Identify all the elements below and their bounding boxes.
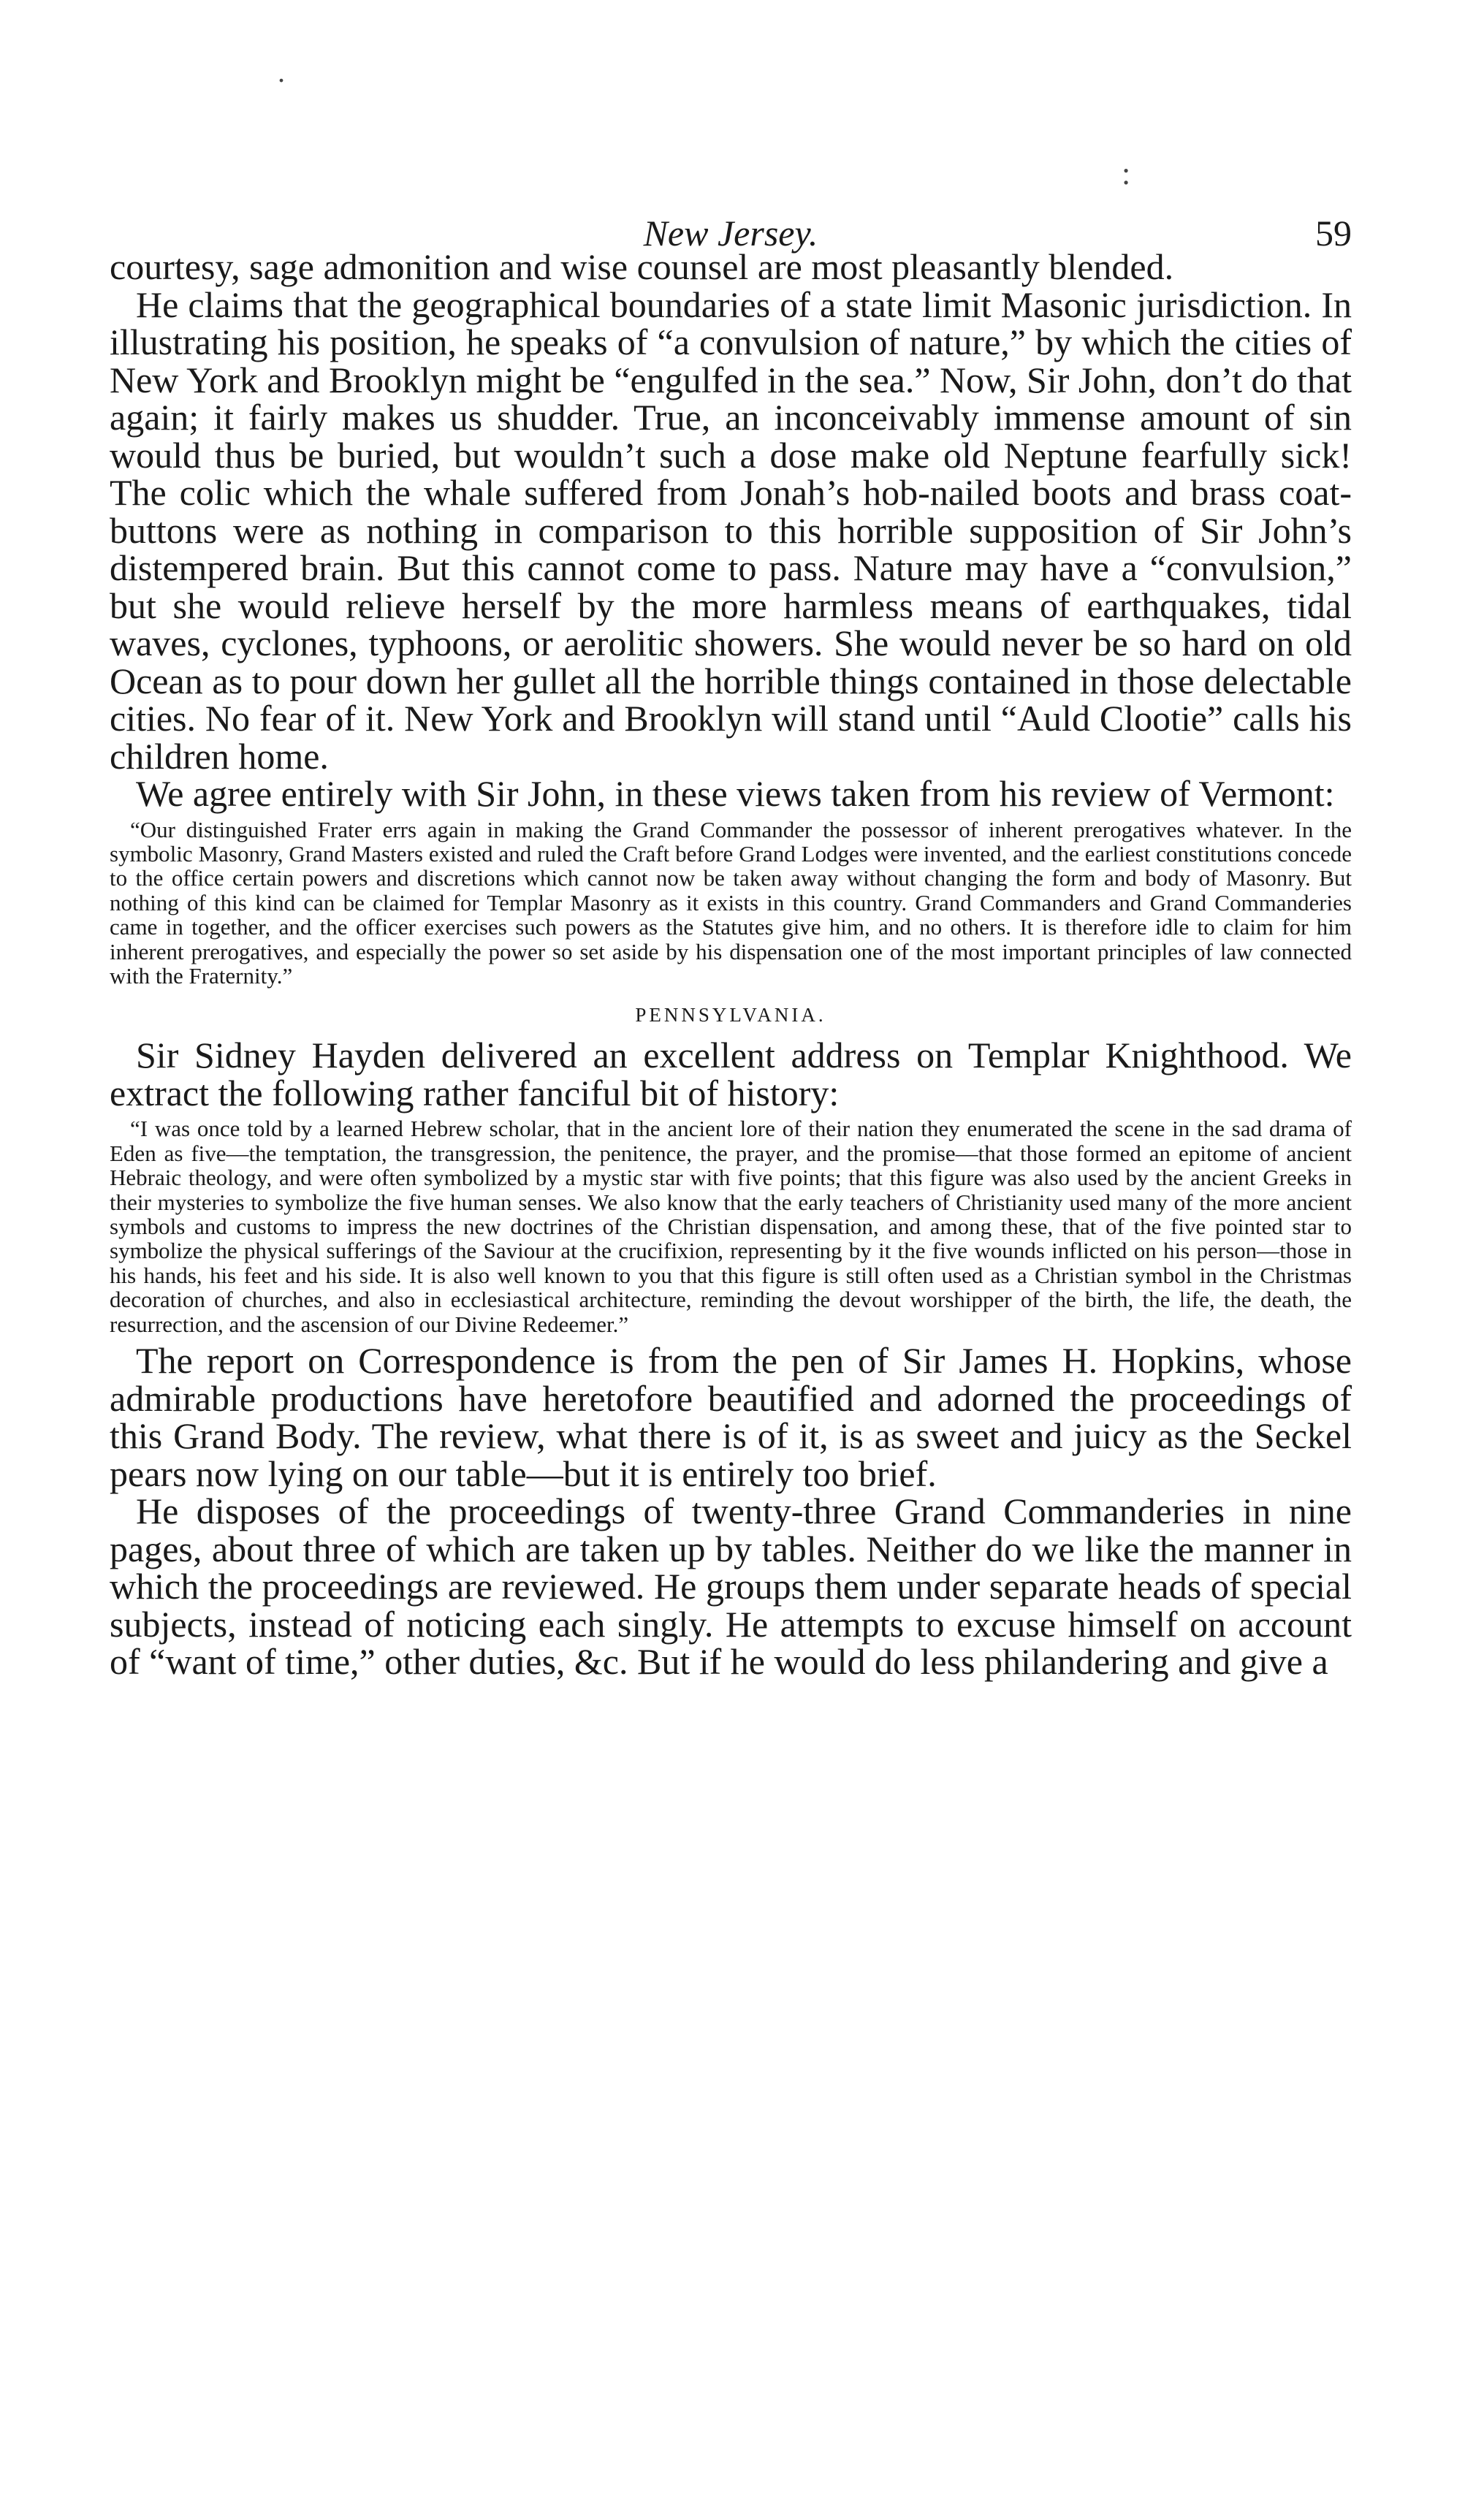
block-quote-hayden: “I was once told by a learned Hebrew scholar, that in the ancient lore of their nation they enumerated the scene in the sad drama of Eden as five—the temptation, the transgression, the penitence, the prayer, and the promise—that those formed an epitome of ancient Hebraic theology, and were often symbolized by a mystic star with five points; that this figure was also used by the ancient Greeks in their mysteries to symbolize the five human senses. We also know that the early teachers of Christianity used many of the more ancient symbols and customs to impress the new doctrines of the Christian dispensation, and among these, that of the five pointed star to symbolize the physical sufferings of the Saviour at the crucifixion, representing by it the five wounds inflicted on his person—those in his hands, his feet and his side. It is also well known to you that this figure is still often used as a Christian symbol in the Christmas decoration of churches, and also in ecclesiastical architecture, reminding the devout worshipper of the birth, the life, the death, the resurrection, and the ascension of our Divine Redeemer.” (110, 1116, 1352, 1337)
page-number: 59 (1315, 213, 1352, 254)
paragraph-6: He disposes of the proceedings of twenty-three Grand Commanderies in nine pages, about three of which are taken up by tables. Neither do we like the manner in which the proceedings are reviewed. He groups them under separate heads of special subjects, instead of noticing each singly. He attempts to excuse himself on account of “want of time,” other duties, &c. But if he would do less philandering and give a (110, 1490, 1352, 1682)
margin-colon-mark: : (1122, 156, 1131, 191)
paragraph-4: Sir Sidney Hayden delivered an excellent address on Templar Knighthood. We extract the following rather fanciful bit of history: (110, 1035, 1352, 1113)
section-heading-pennsylvania: PENNSYLVANIA. (635, 1004, 826, 1027)
margin-dot-mark: . (278, 56, 285, 88)
block-quote-vermont: “Our distinguished Frater errs again in making the Grand Commander the possessor of inherent prerogatives whatever. In the symbolic Masonry, Grand Masters existed and ruled the Craft before Grand Lodges were invented, and the earliest constitutions concede to the office certain powers and discretions which cannot now be taken away without changing the form and body of Masonry. But nothing of this kind can be claimed for Templar Masonry as it exists in this country. Grand Commanders and Grand Commanderies came in together, and the officer exercises such powers as the Statutes give him, and no others. It is therefore idle to claim for him inherent prerogatives, and especially the power so set aside by his dispensation one of the most important principles of law connected with the Fraternity.” (110, 816, 1352, 989)
document-page (110, 183, 1352, 1681)
page-header (110, 183, 1352, 254)
paragraph-1: courtesy, sage admonition and wise counsel are most pleasantly blended. (110, 246, 1174, 287)
paragraph-3: We agree entirely with Sir John, in these views taken from his review of Vermont: (136, 773, 1335, 814)
paragraph-5: The report on Correspondence is from the pen of Sir James H. Hopkins, whose admirable productions have heretofore beautified and adorned the proceedings of this Grand Body. The review, what there is of it, is as sweet and juicy as the Seckel pears now lying on our table—but it is entirely too brief. (110, 1340, 1352, 1494)
running-title: New Jersey. (643, 213, 818, 254)
paragraph-2: He claims that the geographical boundaries of a state limit Masonic jurisdiction. In illustrating his position, he speaks of “a convulsion of nature,” by which the cities of New York and Brooklyn might be “engulfed in the sea.” Now, Sir John, don’t do that again; it fairly makes us shudder. True, an inconceivably immense amount of sin would thus be buried, but wouldn’t such a dose make old Neptune fearfully sick! The colic which the whale suffered from Jonah’s hob-nailed boots and brass coat-buttons were as nothing in comparison to this horrible supposition of Sir John’s distempered brain. But this cannot come to pass. Nature may have a “convulsion,” but she would relieve herself by the more harmless means of earthquakes, tidal waves, cyclones, typhoons, or aerolitic showers. She would never be so hard on old Ocean as to pour down her gullet all the horrible things contained in those delectable cities. No fear of it. New York and Brooklyn will stand until “Auld Clootie” calls his children home. (110, 283, 1352, 777)
